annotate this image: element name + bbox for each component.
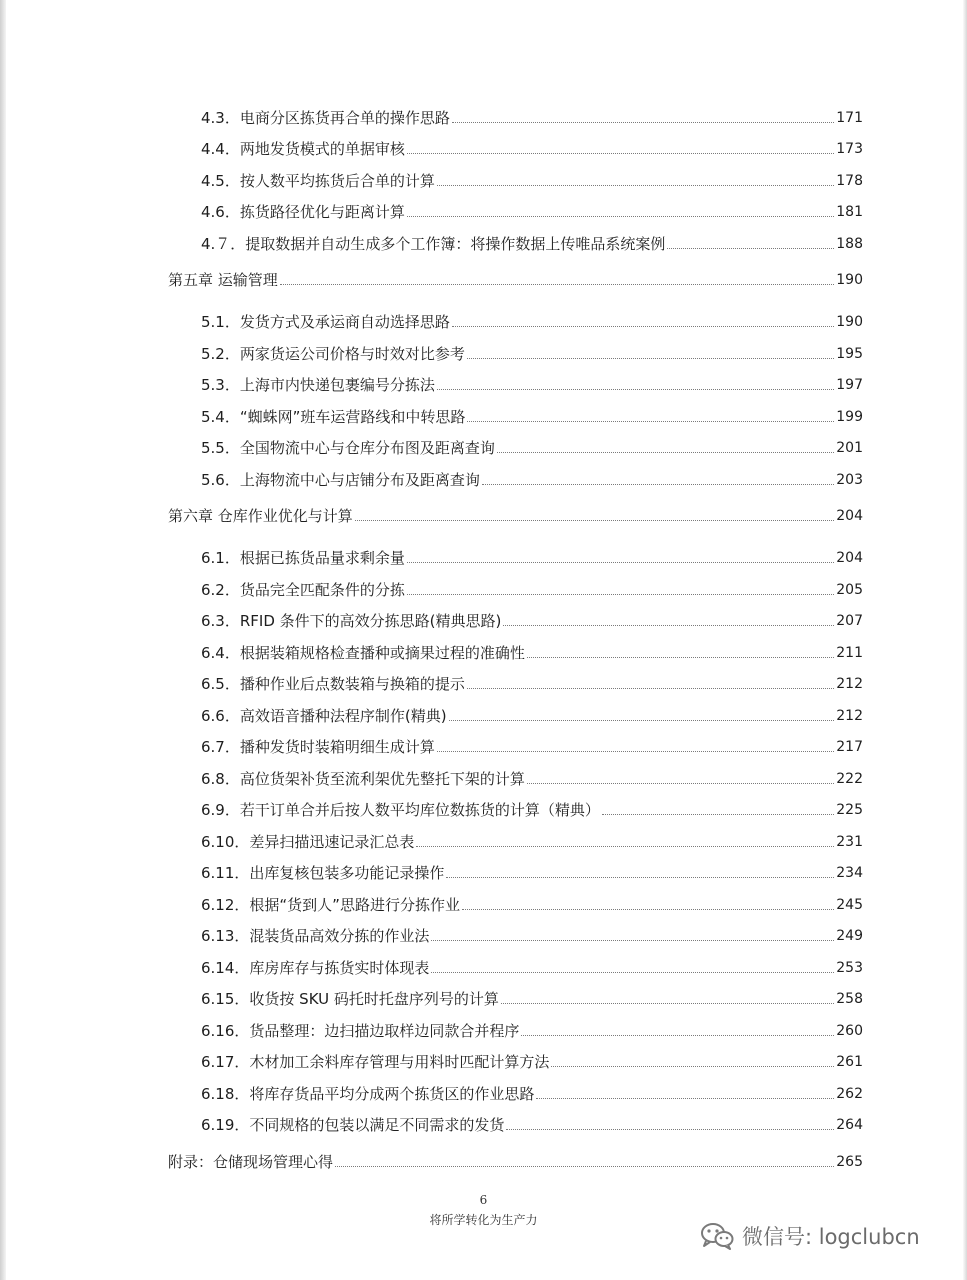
watermark-text: 微信号: logclubcn bbox=[742, 1225, 920, 1249]
page-right-edge bbox=[963, 0, 967, 1280]
dot-leader bbox=[467, 688, 834, 689]
toc-entry-title: 6.8．高位货架补货至流利架优先整托下架的计算 bbox=[201, 770, 525, 788]
toc-entry-page: 245 bbox=[836, 897, 863, 913]
toc-entry bbox=[201, 1016, 863, 1040]
toc-entry-title: 6.1．根据已拣货品量求剩余量 bbox=[201, 549, 405, 567]
toc-entry-title: 5.5．全国物流中心与仓库分布图及距离查询 bbox=[201, 439, 495, 457]
dot-leader bbox=[536, 1098, 834, 1099]
dot-leader bbox=[407, 216, 834, 217]
toc-entry-page: 234 bbox=[836, 865, 863, 881]
toc-entry-title: 5.4．“蜘蛛网”班车运营路线和中转思路 bbox=[201, 408, 466, 426]
toc-entry-page: 197 bbox=[836, 377, 863, 393]
toc-entry-title: 6.7．播种发货时装箱明细生成计算 bbox=[201, 738, 435, 756]
toc-entry-title: 6.5．播种作业后点数装箱与换箱的提示 bbox=[201, 675, 465, 693]
toc-entry-title: 6.14．库房库存与拣货实时体现表 bbox=[201, 959, 430, 977]
toc-entry-title: 4.5．按人数平均拣货后合单的计算 bbox=[201, 172, 435, 190]
toc-entry bbox=[201, 890, 863, 914]
toc-entry-title: 6.13．混装货品高效分拣的作业法 bbox=[201, 927, 430, 945]
toc-entry-title: 6.12．根据“货到人”思路进行分拣作业 bbox=[201, 896, 460, 914]
dot-leader bbox=[355, 520, 834, 521]
toc-entry-page: 195 bbox=[836, 346, 863, 362]
toc-entry bbox=[201, 606, 863, 630]
dot-leader bbox=[452, 326, 834, 327]
toc-entry-page: 171 bbox=[836, 110, 863, 126]
toc-entry-title: 5.3．上海市内快递包裹编号分拣法 bbox=[201, 376, 435, 394]
toc-entry-page: 190 bbox=[836, 314, 863, 330]
dot-leader bbox=[506, 1129, 834, 1130]
toc-entry-page: 258 bbox=[836, 991, 863, 1007]
toc-entry bbox=[201, 433, 863, 457]
toc-entry-page: 190 bbox=[836, 272, 863, 288]
toc-entry bbox=[201, 103, 863, 127]
toc-entry-page: 231 bbox=[836, 834, 863, 850]
toc-entry-page: 211 bbox=[836, 645, 863, 661]
toc-entry bbox=[201, 1047, 863, 1071]
toc-entry-title: 4.6．拣货路径优化与距离计算 bbox=[201, 203, 405, 221]
toc-entry bbox=[201, 638, 863, 662]
dot-leader bbox=[482, 484, 834, 485]
dot-leader bbox=[602, 814, 834, 815]
toc-entry-page: 199 bbox=[836, 409, 863, 425]
toc-entry bbox=[201, 921, 863, 945]
toc-entry-page: 262 bbox=[836, 1086, 863, 1102]
toc-entry-page: 264 bbox=[836, 1117, 863, 1133]
dot-leader bbox=[667, 248, 834, 249]
toc-entry-title: 4.4．两地发货模式的单据审核 bbox=[201, 140, 405, 158]
toc-entry bbox=[201, 953, 863, 977]
dot-leader bbox=[437, 389, 834, 390]
toc-entry bbox=[201, 543, 863, 567]
wechat-watermark bbox=[700, 1221, 920, 1251]
toc-chapter bbox=[168, 501, 863, 525]
toc-entry-page: 201 bbox=[836, 440, 863, 456]
dot-leader bbox=[431, 940, 834, 941]
toc-entry bbox=[201, 307, 863, 331]
toc-appendix bbox=[168, 1147, 863, 1171]
page-number: 6 bbox=[479, 1193, 488, 1207]
toc-entry-page: 204 bbox=[836, 550, 863, 566]
dot-leader bbox=[467, 421, 834, 422]
toc-chapter-title: 附录：仓储现场管理心得 bbox=[168, 1153, 334, 1171]
dot-leader bbox=[335, 1166, 834, 1167]
dot-leader bbox=[416, 846, 834, 847]
toc-entry-title: 6.3．RFID 条件下的高效分拣思路(精典思路) bbox=[201, 612, 502, 630]
toc-entry bbox=[201, 339, 863, 363]
toc-entry bbox=[201, 197, 863, 221]
toc-entry-title: 6.4．根据装箱规格检查播种或摘果过程的准确性 bbox=[201, 644, 525, 662]
toc-entry bbox=[201, 1110, 863, 1134]
dot-leader bbox=[407, 153, 834, 154]
toc-entry-page: 217 bbox=[836, 739, 863, 755]
toc-entry-page: 225 bbox=[836, 802, 863, 818]
toc-entry-page: 178 bbox=[836, 173, 863, 189]
dot-leader bbox=[446, 877, 834, 878]
toc-entry bbox=[201, 669, 863, 693]
toc-entry bbox=[201, 701, 863, 725]
toc-entry-title: 5.2．两家货运公司价格与时效对比参考 bbox=[201, 345, 465, 363]
dot-leader bbox=[431, 972, 834, 973]
toc-entry bbox=[201, 402, 863, 426]
toc-entry-page: 173 bbox=[836, 141, 863, 157]
dot-leader bbox=[462, 909, 834, 910]
toc-entry-page: 265 bbox=[836, 1154, 863, 1170]
toc-entry-title: 6.9．若干订单合并后按人数平均库位数拣货的计算（精典） bbox=[201, 801, 600, 819]
toc-entry-page: 212 bbox=[836, 708, 863, 724]
toc-entry-page: 261 bbox=[836, 1054, 863, 1070]
toc-entry bbox=[201, 134, 863, 158]
toc-entry-page: 203 bbox=[836, 472, 863, 488]
toc-entry-page: 212 bbox=[836, 676, 863, 692]
toc-entry-title: 6.11．出库复核包装多功能记录操作 bbox=[201, 864, 445, 882]
toc-entry-title: 4.７．提取数据并自动生成多个工作簿：将操作数据上传唯品系统案例 bbox=[201, 235, 666, 253]
toc-entry bbox=[201, 984, 863, 1008]
toc-entry bbox=[201, 166, 863, 190]
dot-leader bbox=[467, 358, 834, 359]
toc-entry-title: 6.18．将库存货品平均分成两个拣货区的作业思路 bbox=[201, 1085, 535, 1103]
toc-entry bbox=[201, 370, 863, 394]
toc-entry-title: 5.1．发货方式及承运商自动选择思路 bbox=[201, 313, 450, 331]
dot-leader bbox=[452, 122, 834, 123]
toc-entry-page: 204 bbox=[836, 508, 863, 524]
toc-entry-title: 6.2．货品完全匹配条件的分拣 bbox=[201, 581, 405, 599]
toc-entry bbox=[201, 764, 863, 788]
toc-entry bbox=[201, 827, 863, 851]
toc-chapter bbox=[168, 265, 863, 289]
dot-leader bbox=[437, 751, 834, 752]
dot-leader bbox=[501, 1003, 834, 1004]
toc-entry-title: 6.19．不同规格的包装以满足不同需求的发货 bbox=[201, 1116, 505, 1134]
toc-entry bbox=[201, 465, 863, 489]
toc-entry bbox=[201, 732, 863, 756]
toc-entry-page: 249 bbox=[836, 928, 863, 944]
toc-entry-title: 6.16．货品整理：边扫描边取样边同款合并程序 bbox=[201, 1022, 520, 1040]
dot-leader bbox=[407, 594, 834, 595]
toc-entry bbox=[201, 795, 863, 819]
dot-leader bbox=[551, 1066, 834, 1067]
toc-entry-page: 188 bbox=[836, 236, 863, 252]
toc-entry bbox=[201, 1079, 863, 1103]
toc-entry-page: 181 bbox=[836, 204, 863, 220]
wechat-icon bbox=[700, 1222, 734, 1250]
dot-leader bbox=[437, 185, 834, 186]
toc-entry bbox=[201, 858, 863, 882]
toc-entry-title: 6.15．收货按 SKU 码托时托盘序列号的计算 bbox=[201, 990, 499, 1008]
toc-entry-title: 4.3．电商分区拣货再合单的操作思路 bbox=[201, 109, 450, 127]
toc-chapter-title: 第五章 运输管理 bbox=[168, 271, 278, 289]
toc-entry-page: 222 bbox=[836, 771, 863, 787]
toc-entry-page: 260 bbox=[836, 1023, 863, 1039]
footer-slogan: 将所学转化为生产力 bbox=[429, 1213, 538, 1227]
toc-entry-title: 5.6．上海物流中心与店铺分布及距离查询 bbox=[201, 471, 480, 489]
dot-leader bbox=[497, 452, 834, 453]
dot-leader bbox=[280, 284, 834, 285]
toc-entry-title: 6.10．差异扫描迅速记录汇总表 bbox=[201, 833, 415, 851]
dot-leader bbox=[503, 625, 834, 626]
toc-entry-title: 6.6．高效语音播种法程序制作(精典) bbox=[201, 707, 447, 725]
toc-entry-page: 253 bbox=[836, 960, 863, 976]
toc-entry bbox=[201, 575, 863, 599]
dot-leader bbox=[527, 783, 834, 784]
toc-entry-page: 207 bbox=[836, 613, 863, 629]
dot-leader bbox=[527, 657, 834, 658]
toc-entry bbox=[201, 229, 863, 253]
dot-leader bbox=[449, 720, 835, 721]
toc-chapter-title: 第六章 仓库作业优化与计算 bbox=[168, 507, 353, 525]
toc-entry-title: 6.17．木材加工余料库存管理与用料时匹配计算方法 bbox=[201, 1053, 550, 1071]
toc-entry-page: 205 bbox=[836, 582, 863, 598]
dot-leader bbox=[407, 562, 834, 563]
page-left-edge bbox=[0, 0, 6, 1280]
dot-leader bbox=[521, 1035, 834, 1036]
